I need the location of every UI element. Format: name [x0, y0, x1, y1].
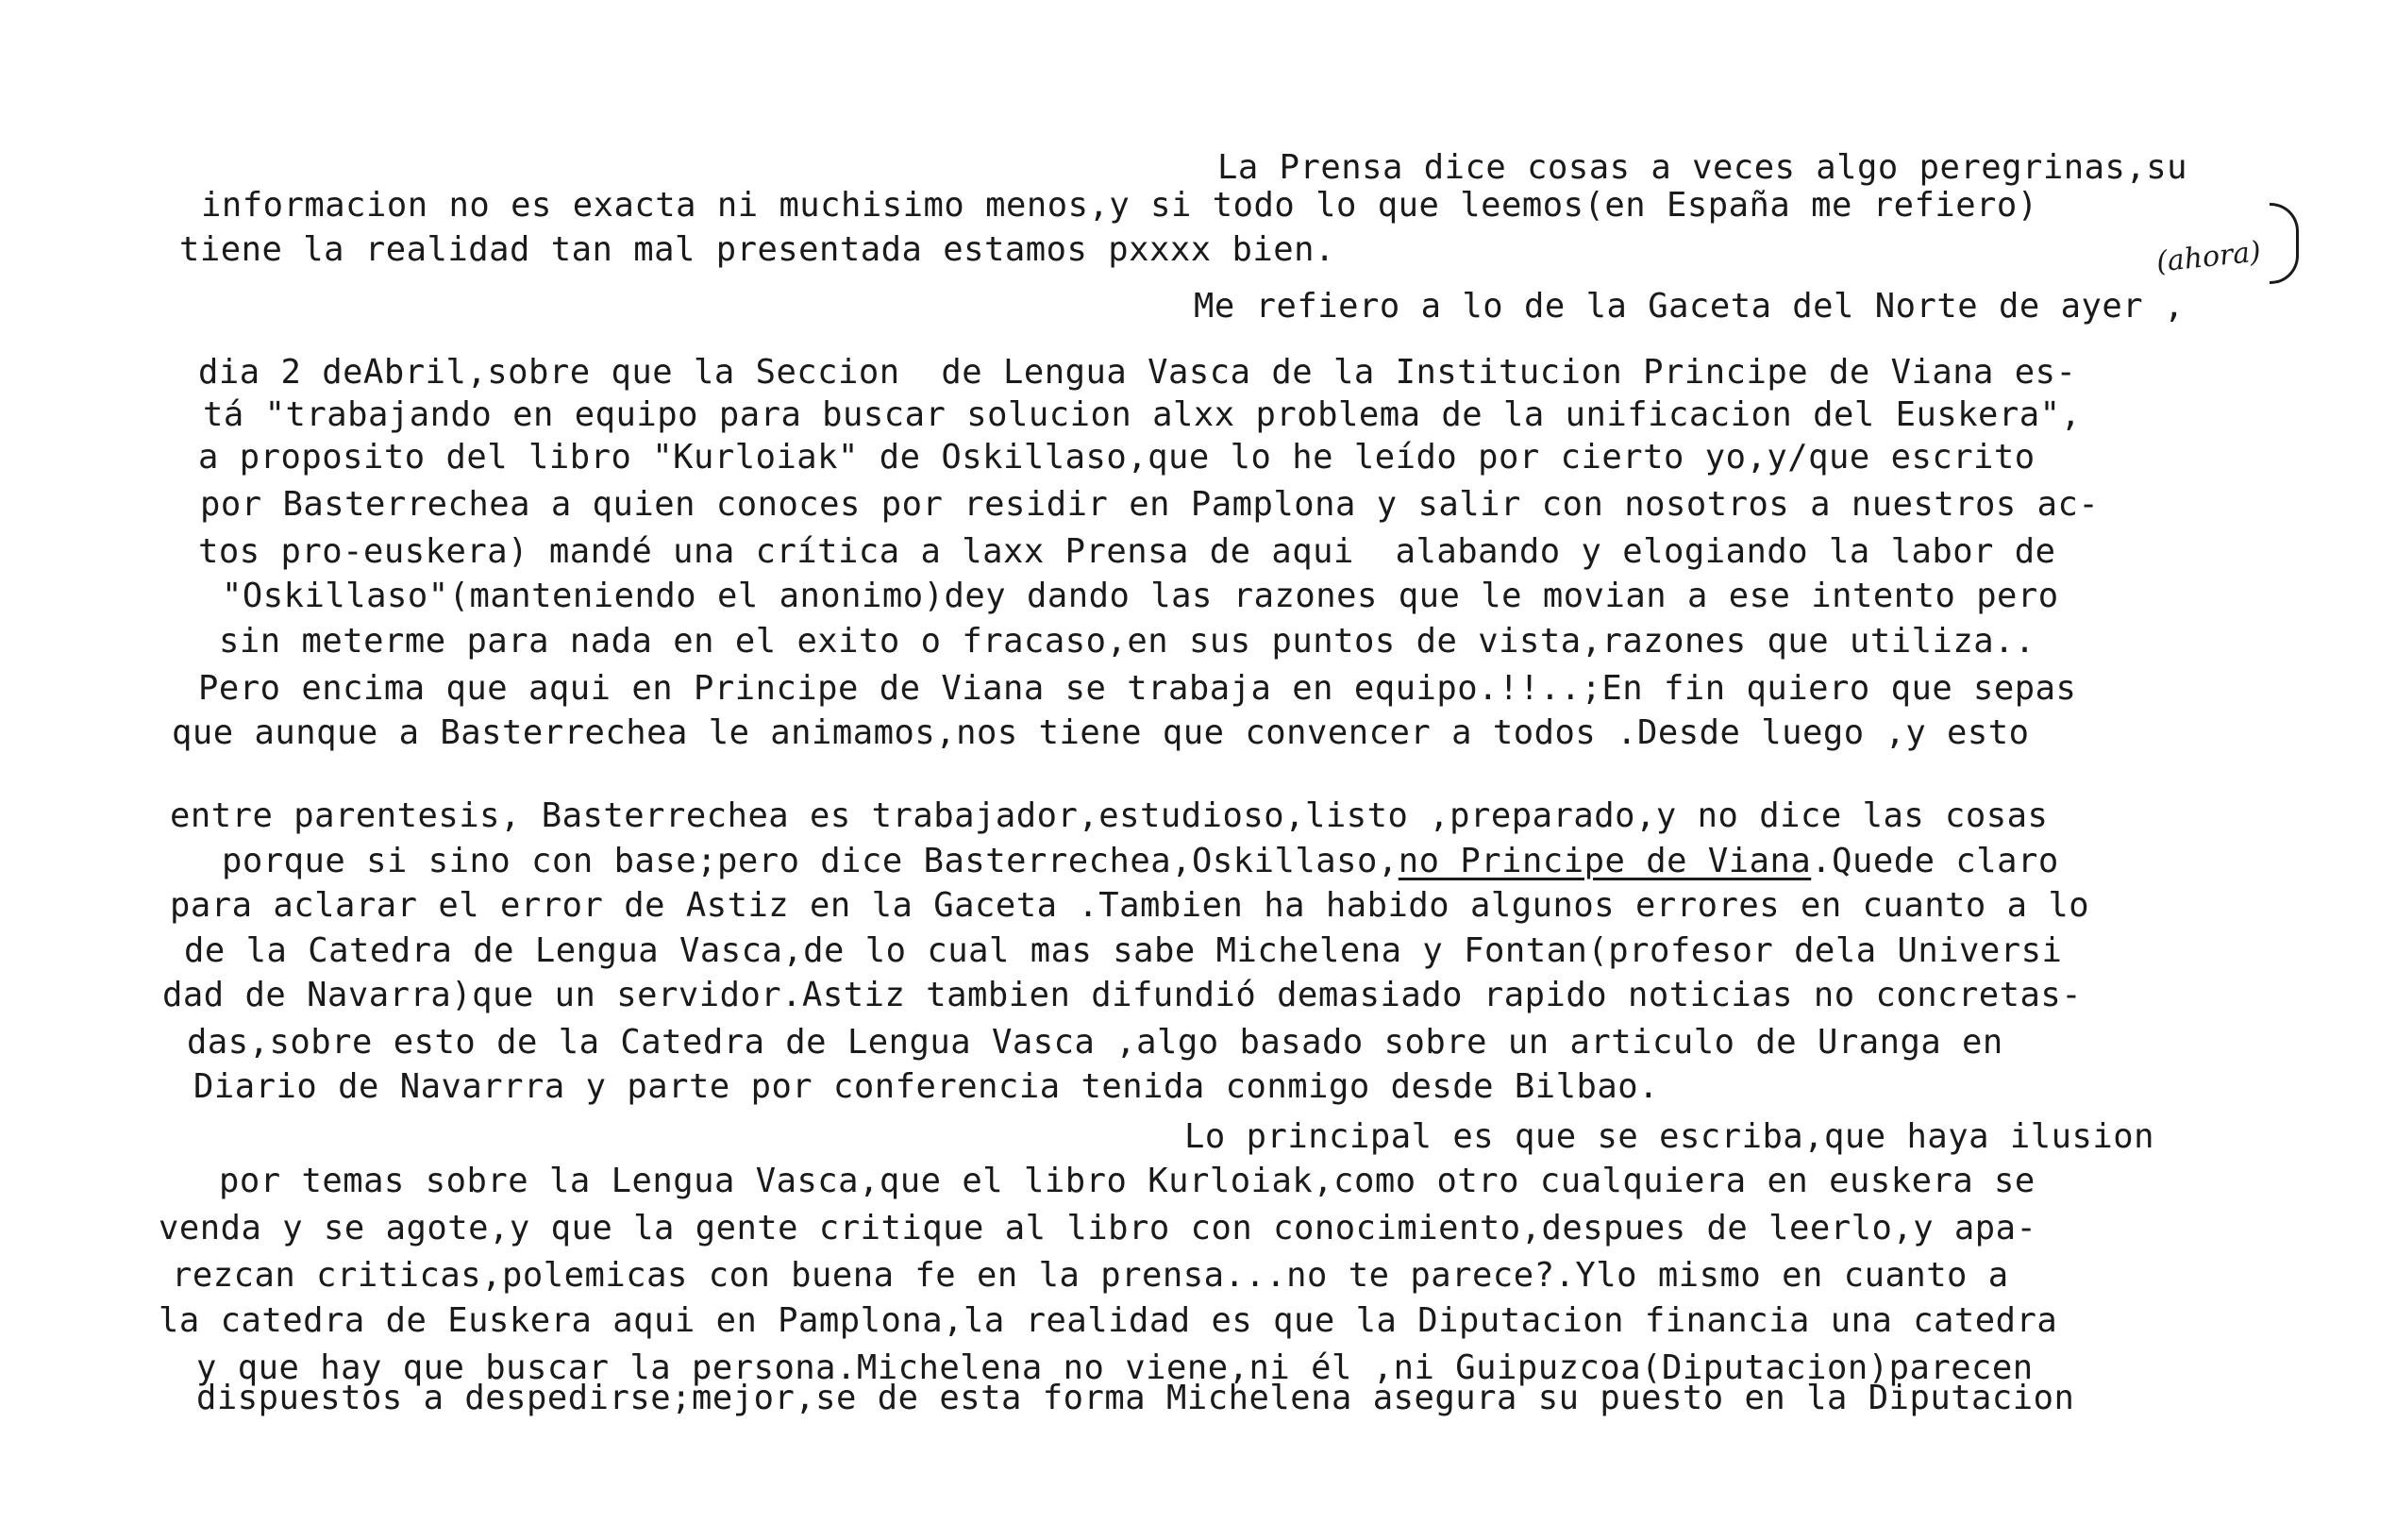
text-line-11: sin meterme para nada en el exito o fracaso,en sus puntos de vista,razones que utiliza.. [219, 622, 2036, 661]
text-line-21: Lo principal es que se escriba,que haya ilusion [1184, 1117, 2155, 1156]
text-line-1: La Prensa dice cosas a veces algo peregrinas,su [1217, 148, 2188, 187]
text-line-19: das,sobre esto de la Catedra de Lengua Vasca ,algo basado sobre un articulo de Uranga en [187, 1023, 2003, 1062]
text-line-7: a proposito del libro "Kurloiak" de Oskillaso,que lo he leído por cierto yo,y/que escrito [198, 438, 2036, 477]
text-line-3: tiene la realidad tan mal presentada estamos pxxxx bien. [179, 230, 1335, 269]
text-line-12: Pero encima que aqui en Principe de Viana se trabaja en equipo.!!..;En fin quiero que sepas [198, 669, 2077, 708]
text-line-20: Diario de Navarrra y parte por conferencia tenida conmigo desde Bilbao. [193, 1067, 1659, 1106]
text-line-9: tos pro-euskera) mandé una crítica a laxx Prensa de aqui alabando y elogiando la labor de [198, 532, 2056, 571]
underlined-phrase: no Principe de Viana [1398, 842, 1812, 880]
text-line-22: por temas sobre la Lengua Vasca,que el libro Kurloiak,como otro cualquiera en euskera se [219, 1162, 2036, 1200]
text-line-15-start: porque si sino con base;pero dice Basterrechea,Oskillaso, [222, 842, 1399, 880]
text-line-18: dad de Navarra)que un servidor.Astiz tambien difundió demasiado rapido noticias no concretas- [162, 976, 2083, 1014]
text-line-23: venda y se agote,y que la gente critique al libro con conocimiento,despues de leerlo,y apa- [159, 1209, 2037, 1247]
text-line-16: para aclarar el error de Astiz en la Gaceta .Tambien ha habido algunos errores en cuanto a lo [170, 886, 2090, 925]
text-line-25: la catedra de Euskera aqui en Pamplona,la realidad es que la Diputacion financia una catedra [159, 1301, 2058, 1340]
handwritten-bracket-mark [2270, 203, 2299, 284]
text-line-24: rezcan criticas,polemicas con buena fe en la prensa...no te parece?.Ylo mismo en cuanto a [172, 1256, 2009, 1295]
handwritten-margin-note: (ahora) [2154, 235, 2263, 279]
text-line-13: que aunque a Basterrechea le animamos,nos tiene que convencer a todos .Desde luego ,y esto [172, 713, 2030, 752]
text-line-15-end: .Quede claro [1811, 842, 2059, 880]
text-line-6: tá "trabajando en equipo para buscar solucion alxx problema de la unificacion del Euskera", [203, 395, 2082, 434]
text-line-26: y que hay que buscar la persona.Michelena no viene,ni él ,ni Guipuzcoa(Diputacion)parecen [196, 1348, 2034, 1387]
text-line-15 [222, 843, 2059, 880]
text-line-10: "Oskillaso"(manteniendo el anonimo)dey dando las razones que le movian a ese intento pero [222, 577, 2059, 615]
text-line-5: dia 2 deAbril,sobre que la Seccion de Lengua Vasca de la Institucion Principe de Viana es- [198, 353, 2077, 392]
text-line-4: Me refiero a lo de la Gaceta del Norte de ayer , [1194, 287, 2185, 326]
text-line-17: de la Catedra de Lengua Vasca,de lo cual mas sabe Michelena y Fontan(profesor dela Universi [184, 931, 2063, 970]
text-line-2: informacion no es exacta ni muchisimo menos,y si todo lo que leemos(en España me refiero) [201, 186, 2038, 225]
text-line-8: por Basterrechea a quien conoces por residir en Pamplona y salir con nosotros a nuestros ac- [200, 485, 2100, 524]
text-line-27: dispuestos a despedirse;mejor,se de esta forma Michelena asegura su puesto en la Diputacion [196, 1379, 2075, 1417]
text-line-14: entre parentesis, Basterrechea es trabajador,estudioso,listo ,preparado,y no dice las cosas [170, 796, 2049, 835]
